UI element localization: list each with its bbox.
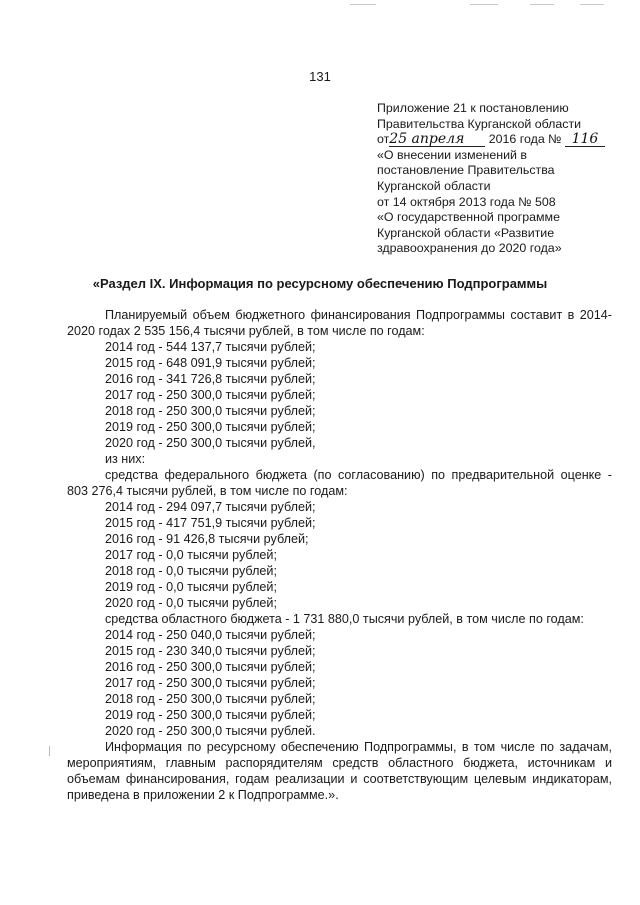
list-item: 2018 год - 250 300,0 тысячи рублей;: [105, 404, 316, 418]
federal-paragraph: средства федерального бюджета (по согласованию) по предварительной оценке - 803 276,4 тысячи рублей, в том числе по годам:: [67, 468, 612, 498]
list-item: 2018 год - 0,0 тысячи рублей;: [105, 564, 277, 578]
list-item: 2017 год - 250 300,0 тысячи рублей;: [105, 388, 316, 402]
page-number: 131: [309, 69, 331, 84]
intro-paragraph: Планируемый объем бюджетного финансирования Подпрограммы составит в 2014-2020 годах 2 535 156,4 тысячи рублей, в том числе по годам:: [67, 308, 612, 338]
closing-paragraph: Информация по ресурсному обеспечению Подпрограммы, в том числе по задачам, мероприятиям, главным распорядителям средств областного бюджета, источникам и объемам финансирования, годам реализации и соответствующим целевым индикаторам, приведена в приложении 2 к Подпрограмме.».: [67, 740, 612, 802]
appendix-year: 2016 года №: [488, 132, 562, 147]
section-title: «Раздел IX. Информация по ресурсному обеспечению Подпрограммы: [92, 276, 548, 291]
list-item: 2015 год - 230 340,0 тысячи рублей;: [105, 644, 316, 658]
list-item: 2015 год - 417 751,9 тысячи рублей;: [105, 516, 316, 530]
appendix-line: «О государственной программе: [377, 210, 560, 225]
scan-artifact: [580, 4, 604, 5]
appendix-line: «О внесении изменений в: [377, 147, 527, 162]
appendix-header: [377, 101, 617, 257]
appendix-line: Курганской области: [377, 178, 491, 193]
total-by-year-list: [67, 339, 612, 451]
federal-by-year-list: [67, 499, 612, 611]
scan-artifact: [470, 4, 498, 5]
appendix-line: постановление Правительства: [377, 163, 555, 178]
list-item: 2020 год - 250 300,0 тысячи рублей.: [105, 724, 316, 738]
scan-artifact: [49, 746, 50, 756]
list-item: 2016 год - 341 726,8 тысячи рублей;: [105, 372, 316, 386]
of-them-label: из них:: [105, 452, 146, 466]
regional-by-year-list: [67, 627, 612, 739]
list-item: 2020 год - 0,0 тысячи рублей;: [105, 596, 277, 610]
list-item: 2019 год - 250 300,0 тысячи рублей;: [105, 708, 316, 722]
section-body: [67, 307, 612, 803]
list-item: 2016 год - 91 426,8 тысячи рублей;: [105, 532, 309, 546]
scan-artifact: [350, 4, 376, 5]
list-item: 2016 год - 250 300,0 тысячи рублей;: [105, 660, 316, 674]
appendix-date-line: [377, 132, 617, 148]
list-item: 2019 год - 250 300,0 тысячи рублей;: [105, 420, 316, 434]
list-item: 2014 год - 250 040,0 тысячи рублей;: [105, 628, 316, 642]
list-item: 2014 год - 294 097,7 тысячи рублей;: [105, 500, 316, 514]
scan-artifact: [530, 4, 554, 5]
list-item: 2017 год - 0,0 тысячи рублей;: [105, 548, 277, 562]
appendix-line: Правительства Курганской области: [377, 116, 582, 131]
appendix-line: от 14 октября 2013 года № 508: [377, 194, 556, 209]
list-item: 2020 год - 250 300,0 тысячи рублей,: [105, 436, 316, 450]
appendix-from: от: [377, 132, 390, 147]
list-item: 2017 год - 250 300,0 тысячи рублей;: [105, 676, 316, 690]
appendix-line: здравоохранения до 2020 года»: [377, 241, 562, 256]
list-item: 2018 год - 250 300,0 тысячи рублей;: [105, 692, 316, 706]
list-item: 2019 год - 0,0 тысячи рублей;: [105, 580, 277, 594]
regional-paragraph: средства областного бюджета - 1 731 880,0 тысячи рублей, в том числе по годам:: [105, 612, 584, 626]
appendix-line: Приложение 21 к постановлению: [377, 101, 569, 115]
appendix-line: Курганской области «Развитие: [377, 225, 555, 240]
list-item: 2014 год - 544 137,7 тысячи рублей;: [105, 340, 316, 354]
list-item: 2015 год - 648 091,9 тысячи рублей;: [105, 356, 316, 370]
handwritten-date: 25 апреля: [389, 132, 485, 147]
handwritten-number: 116: [565, 132, 605, 147]
